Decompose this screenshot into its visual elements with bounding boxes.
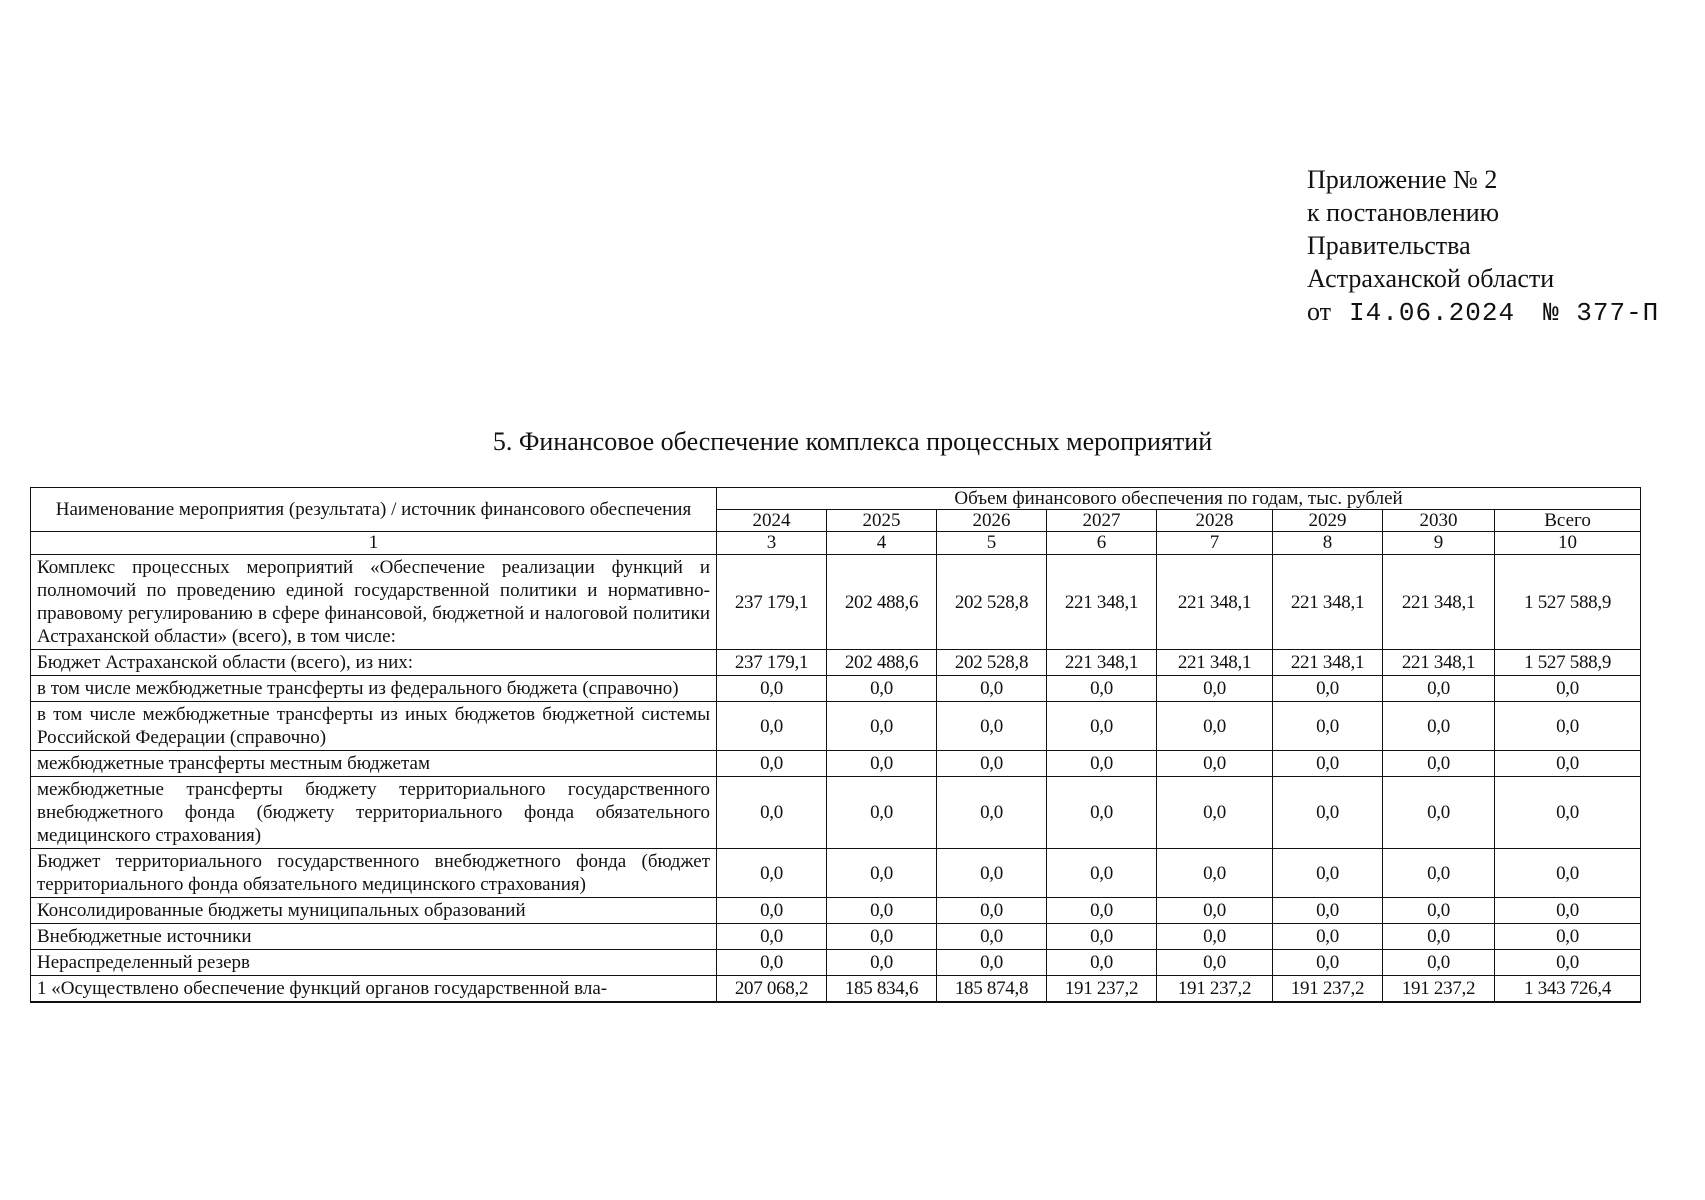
row-year-value: 0,0 — [1047, 898, 1157, 924]
row-total-value: 1 527 588,9 — [1495, 650, 1641, 676]
table-row — [31, 650, 1641, 676]
row-name: 1 «Осуществлено обеспечение функций органов государственной вла- — [31, 976, 717, 1003]
row-year-value: 0,0 — [1273, 849, 1383, 898]
row-year-value: 202 488,6 — [827, 650, 937, 676]
row-year-value: 191 237,2 — [1383, 976, 1495, 1003]
row-total-value: 0,0 — [1495, 849, 1641, 898]
appendix-line-2: к постановлению — [1307, 198, 1500, 227]
row-year-value: 0,0 — [937, 849, 1047, 898]
row-year-value: 237 179,1 — [717, 650, 827, 676]
row-year-value: 221 348,1 — [1273, 555, 1383, 650]
column-number: 10 — [1495, 532, 1641, 555]
table-row — [31, 702, 1641, 751]
row-year-value: 0,0 — [1273, 676, 1383, 702]
row-year-value: 0,0 — [717, 751, 827, 777]
row-year-value: 202 488,6 — [827, 555, 937, 650]
row-year-value: 0,0 — [937, 924, 1047, 950]
table-row — [31, 676, 1641, 702]
row-year-value: 0,0 — [827, 898, 937, 924]
row-year-value: 191 237,2 — [1273, 976, 1383, 1003]
section-title: 5. Финансовое обеспечение комплекса процессных мероприятий — [492, 427, 1213, 456]
table-row — [31, 976, 1641, 1003]
row-name: в том числе межбюджетные трансферты из федерального бюджета (справочно) — [31, 676, 717, 702]
row-year-value: 185 874,8 — [937, 976, 1047, 1003]
row-year-value: 0,0 — [827, 849, 937, 898]
year-header: 2027 — [1047, 510, 1157, 532]
row-year-value: 0,0 — [1273, 777, 1383, 849]
row-year-value: 0,0 — [1157, 924, 1273, 950]
column-number: 8 — [1273, 532, 1383, 555]
row-name: межбюджетные трансферты бюджету территориального государственного внебюджетного фонда (бюджету территориального фонда обязательного медицинского страхования) — [31, 777, 717, 849]
row-year-value: 0,0 — [827, 950, 937, 976]
year-header: 2026 — [937, 510, 1047, 532]
table-body — [31, 555, 1641, 1003]
row-year-value: 0,0 — [827, 676, 937, 702]
appendix-line-1: Приложение № 2 — [1307, 165, 1498, 194]
row-year-value: 0,0 — [717, 950, 827, 976]
year-header: 2024 — [717, 510, 827, 532]
row-year-value: 202 528,8 — [937, 555, 1047, 650]
row-total-value: 0,0 — [1495, 676, 1641, 702]
row-year-value: 0,0 — [1383, 702, 1495, 751]
row-year-value: 0,0 — [1383, 676, 1495, 702]
row-year-value: 207 068,2 — [717, 976, 827, 1003]
row-year-value: 0,0 — [1273, 702, 1383, 751]
row-total-value: 1 343 726,4 — [1495, 976, 1641, 1003]
row-year-value: 0,0 — [937, 702, 1047, 751]
row-year-value: 0,0 — [827, 751, 937, 777]
funding-group-header: Объем финансового обеспечения по годам, тыс. рублей — [717, 488, 1641, 510]
row-name: в том числе межбюджетные трансферты из иных бюджетов бюджетной системы Российской Федерации (справочно) — [31, 702, 717, 751]
row-year-value: 0,0 — [717, 849, 827, 898]
row-year-value: 221 348,1 — [1273, 650, 1383, 676]
row-total-value: 0,0 — [1495, 751, 1641, 777]
row-total-value: 0,0 — [1495, 924, 1641, 950]
column-number: 5 — [937, 532, 1047, 555]
row-name: Комплекс процессных мероприятий «Обеспечение реализации функций и полномочий по проведению единой государственной политики и нормативно-правовому регулированию в сфере финансовой, бюджетной и налоговой политики Астраханской области» (всего), в том числе: — [31, 555, 717, 650]
row-year-value: 191 237,2 — [1047, 976, 1157, 1003]
row-year-value: 0,0 — [1047, 702, 1157, 751]
row-year-value: 202 528,8 — [937, 650, 1047, 676]
column-number: 6 — [1047, 532, 1157, 555]
row-year-value: 0,0 — [1383, 950, 1495, 976]
table-row — [31, 555, 1641, 650]
row-year-value: 0,0 — [937, 777, 1047, 849]
column-number: 4 — [827, 532, 937, 555]
row-name: Бюджет территориального государственного внебюджетного фонда (бюджет территориального фонда обязательного медицинского страхования) — [31, 849, 717, 898]
appendix-date-line — [1307, 295, 1659, 330]
row-year-value: 191 237,2 — [1157, 976, 1273, 1003]
column-number: 3 — [717, 532, 827, 555]
row-name: Нераспределенный резерв — [31, 950, 717, 976]
row-year-value: 0,0 — [1047, 950, 1157, 976]
row-year-value: 0,0 — [1383, 751, 1495, 777]
row-year-value: 0,0 — [1157, 849, 1273, 898]
row-year-value: 0,0 — [827, 924, 937, 950]
row-year-value: 221 348,1 — [1383, 555, 1495, 650]
column-number: 9 — [1383, 532, 1495, 555]
row-total-value: 1 527 588,9 — [1495, 555, 1641, 650]
appendix-line-4: Астраханской области — [1307, 264, 1555, 293]
row-year-value: 0,0 — [1273, 751, 1383, 777]
row-year-value: 0,0 — [717, 924, 827, 950]
row-year-value: 0,0 — [1047, 924, 1157, 950]
row-year-value: 0,0 — [1383, 777, 1495, 849]
row-name: Внебюджетные источники — [31, 924, 717, 950]
row-year-value: 0,0 — [937, 751, 1047, 777]
row-year-value: 0,0 — [1273, 950, 1383, 976]
row-year-value: 0,0 — [827, 777, 937, 849]
row-year-value: 0,0 — [1047, 849, 1157, 898]
row-year-value: 0,0 — [1047, 676, 1157, 702]
row-year-value: 0,0 — [1157, 676, 1273, 702]
table-row — [31, 751, 1641, 777]
name-column-header: Наименование мероприятия (результата) / источник финансового обеспечения — [31, 488, 717, 532]
row-name: Консолидированные бюджеты муниципальных образований — [31, 898, 717, 924]
row-year-value: 0,0 — [717, 676, 827, 702]
table-row — [31, 898, 1641, 924]
row-year-value: 0,0 — [1273, 898, 1383, 924]
table-header — [31, 488, 1641, 555]
row-year-value: 221 348,1 — [1047, 555, 1157, 650]
row-year-value: 0,0 — [937, 950, 1047, 976]
date-prefix: от — [1307, 297, 1332, 326]
row-year-value: 0,0 — [1383, 924, 1495, 950]
row-total-value: 0,0 — [1495, 950, 1641, 976]
row-year-value: 221 348,1 — [1157, 650, 1273, 676]
row-year-value: 0,0 — [937, 898, 1047, 924]
row-total-value: 0,0 — [1495, 702, 1641, 751]
total-header: Всего — [1495, 510, 1641, 532]
row-year-value: 0,0 — [1157, 702, 1273, 751]
row-name: Бюджет Астраханской области (всего), из них: — [31, 650, 717, 676]
row-year-value: 221 348,1 — [1383, 650, 1495, 676]
row-year-value: 0,0 — [1273, 924, 1383, 950]
row-total-value: 0,0 — [1495, 777, 1641, 849]
row-year-value: 0,0 — [1157, 751, 1273, 777]
financing-table — [30, 487, 1641, 1003]
row-year-value: 0,0 — [1383, 849, 1495, 898]
row-year-value: 0,0 — [827, 702, 937, 751]
column-number: 1 — [31, 532, 717, 555]
year-header: 2028 — [1157, 510, 1273, 532]
table-row — [31, 849, 1641, 898]
row-year-value: 0,0 — [717, 898, 827, 924]
row-year-value: 0,0 — [1383, 898, 1495, 924]
row-total-value: 0,0 — [1495, 898, 1641, 924]
row-year-value: 0,0 — [1047, 751, 1157, 777]
row-year-value: 0,0 — [1157, 777, 1273, 849]
row-year-value: 0,0 — [717, 777, 827, 849]
column-number-row — [31, 532, 1641, 555]
column-number: 7 — [1157, 532, 1273, 555]
row-year-value: 221 348,1 — [1157, 555, 1273, 650]
table-row — [31, 950, 1641, 976]
document-date: I4.06.2024 — [1349, 298, 1516, 328]
document-number: № 377-П — [1543, 298, 1660, 328]
row-year-value: 0,0 — [1157, 950, 1273, 976]
table-row — [31, 924, 1641, 950]
row-year-value: 0,0 — [937, 676, 1047, 702]
appendix-block — [1307, 163, 1659, 330]
year-header: 2025 — [827, 510, 937, 532]
row-year-value: 0,0 — [1157, 898, 1273, 924]
row-name: межбюджетные трансферты местным бюджетам — [31, 751, 717, 777]
appendix-line-3: Правительства — [1307, 231, 1471, 260]
year-header: 2030 — [1383, 510, 1495, 532]
year-header: 2029 — [1273, 510, 1383, 532]
row-year-value: 237 179,1 — [717, 555, 827, 650]
table-row — [31, 777, 1641, 849]
row-year-value: 185 834,6 — [827, 976, 937, 1003]
row-year-value: 0,0 — [717, 702, 827, 751]
row-year-value: 0,0 — [1047, 777, 1157, 849]
row-year-value: 221 348,1 — [1047, 650, 1157, 676]
